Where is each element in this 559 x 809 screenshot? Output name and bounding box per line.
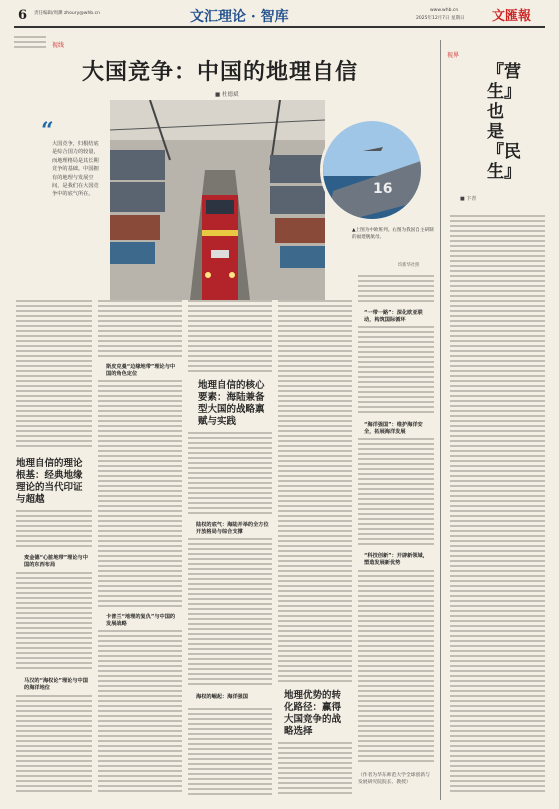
body-column-5d	[358, 570, 434, 765]
body-column-1d	[16, 695, 92, 795]
body-column-3c	[188, 538, 272, 688]
body-column-5a	[358, 275, 434, 305]
byline: ■ 杜德斌	[215, 92, 239, 98]
quote-mark-icon: “	[41, 118, 54, 144]
body-column-3b	[188, 432, 272, 517]
author-note: （作者为华东师范大学全球创新与发展研究院院长、教授）	[358, 773, 430, 785]
editor-info: 责任编辑/周渊 zhoury@whb.cn	[34, 11, 100, 16]
carrier-photo	[320, 118, 424, 222]
body-column-5c	[358, 438, 434, 548]
photo-credit: 均新华社照	[398, 263, 420, 268]
subhead-2: 地理自信的核心要素：海陆兼备型大国的战略禀赋与实践	[198, 380, 265, 427]
author-name: 杜德斌	[221, 92, 239, 98]
headline: 大国竞争：中国的地理自信	[82, 60, 359, 85]
decor-lines	[14, 36, 46, 48]
body-column-3d	[188, 708, 272, 795]
small-subhead-7: “一带一路”：深化欧亚联动，构筑国际循环	[364, 310, 423, 323]
issue-date: 2025年12月7日 星期日	[416, 16, 465, 21]
column-tag: 视线	[52, 42, 65, 49]
column-divider	[440, 40, 441, 800]
small-subhead-6: 海权的崛起：海洋强国	[196, 694, 248, 700]
body-column-1b	[16, 510, 92, 550]
side-column-title: 『营生』也是『民生』	[487, 62, 521, 182]
body-column-2b	[98, 380, 182, 610]
body-column-2c	[98, 630, 182, 795]
body-column-4b	[278, 742, 352, 795]
subhead-1: 地理自信的理论根基：经典地缘理论的当代印证与超越	[16, 458, 83, 505]
body-column-5b	[358, 326, 434, 416]
body-column-3a	[188, 300, 272, 375]
photo-caption: ▲上图为中欧班列。右图为我国自主研制的福建舰航母。	[352, 228, 434, 240]
subhead-3: 地理优势的转化路径：赢得大国竞争的战略选择	[284, 690, 342, 737]
small-subhead-2: 马汉的“海权论”理论与中国的海洋地位	[24, 678, 88, 691]
body-column-4a	[278, 300, 352, 682]
small-subhead-5: 陆权的底气：海陆并举的全方位开放格局与综合支撑	[196, 522, 269, 535]
svg-text:16: 16	[373, 181, 393, 197]
small-subhead-8: “海洋强国”：维护海洋安全，拓展海洋发展	[364, 422, 423, 435]
train-photo	[110, 100, 325, 300]
side-column-tag: 视界	[447, 52, 460, 59]
section-title: 文汇理论 · 智库	[190, 9, 289, 25]
page-number: 6	[18, 8, 28, 23]
site-url: www.whb.cn	[430, 8, 459, 13]
newspaper-logo: 文匯報	[492, 9, 532, 24]
side-column-body	[450, 215, 545, 795]
side-column-author: ■ 卞青	[460, 196, 477, 202]
header-rule	[14, 26, 545, 28]
small-subhead-9: “科技创新”：开辟新领域，塑造发展新优势	[364, 553, 428, 566]
body-column-1c	[16, 572, 92, 672]
pull-quote: 大国竞争，归根结底是综合国力的较量，而地理格局是其长期竞争的基础。中国拥有的地理与发展空间，是我们在大国竞争中的底气所在。	[52, 141, 99, 198]
small-subhead-4: 卡普兰“地理的复仇”与中国的发展战略	[106, 614, 176, 627]
small-subhead-1: 麦金德“心脏地带”理论与中国的东西布局	[24, 555, 88, 568]
small-subhead-3: 斯皮克曼“边缘地带”理论与中国的角色定位	[106, 364, 176, 377]
body-column-1a	[16, 300, 92, 450]
body-column-2a	[98, 300, 182, 360]
